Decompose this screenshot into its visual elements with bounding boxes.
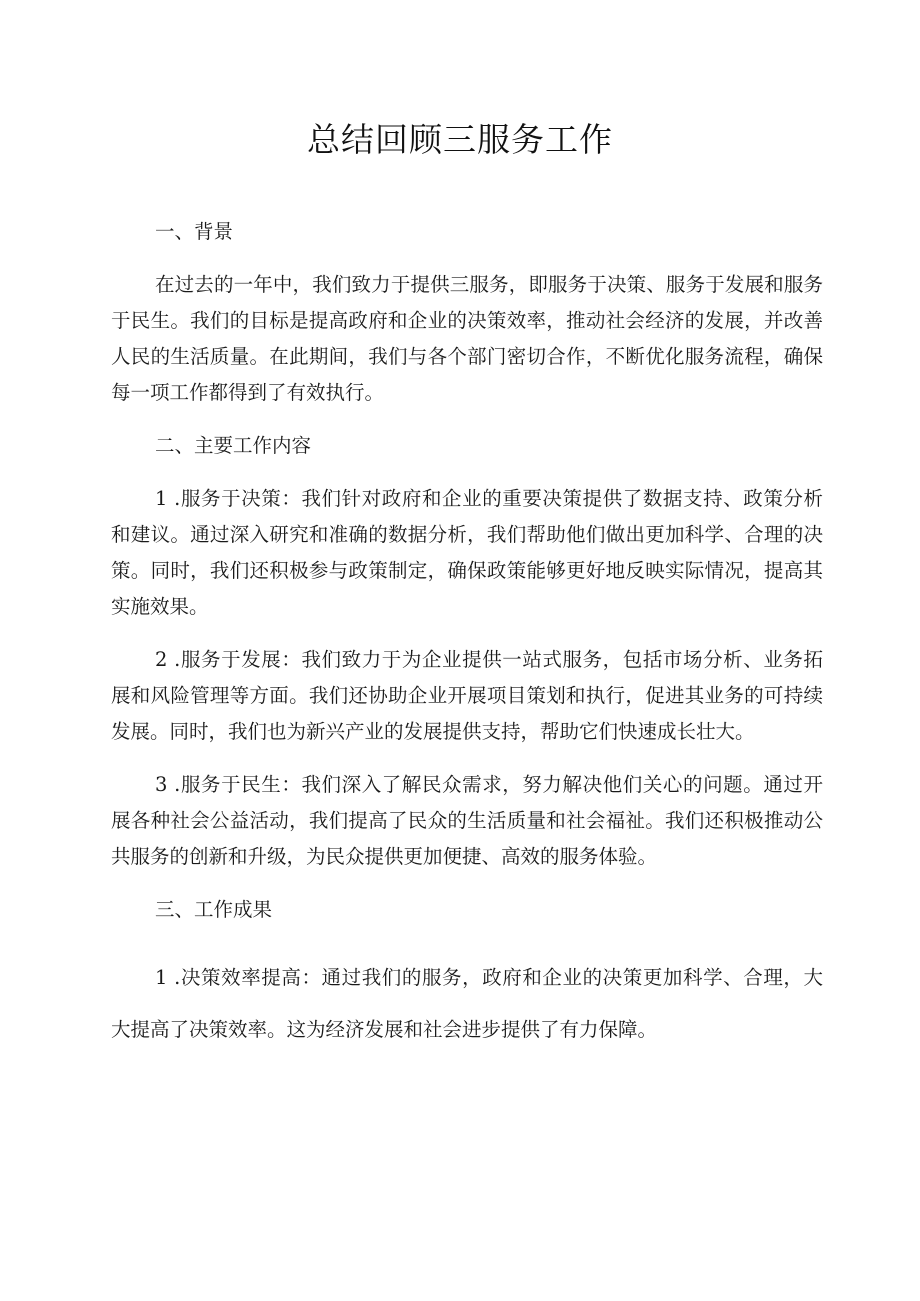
document-body — [111, 214, 823, 1073]
section-heading-main-work: 二、主要工作内容 — [155, 434, 312, 457]
section-spacer — [111, 945, 823, 952]
background-paragraph: 在过去的一年中，我们致力于提供三服务，即服务于决策、服务于发展和服务于民生。我们的目标是提高政府和企业的决策效率，推动社会经济的发展，并改善人民的生活质量。在此期间，我们与各个部门密切合作，不断优化服务流程，确保每一项工作都得到了有效执行。 — [111, 273, 823, 404]
results-item-1: 1 .决策效率提高：通过我们的服务，政府和企业的决策更加科学、合理，大大提高了决策效率。这为经济发展和社会进步提供了有力保障。 — [111, 966, 823, 1041]
section-heading-results: 三、工作成果 — [155, 898, 273, 921]
section-heading-background: 一、背景 — [155, 220, 234, 243]
main-work-item-3: 3 .服务于民生：我们深入了解民众需求，努力解决他们关心的问题。通过开展各种社会公益活动，我们提高了民众的生活质量和社会福祉。我们还积极推动公共服务的创新和升级，为民众提供更加便捷、高效的服务体验。 — [111, 773, 823, 868]
main-work-item-1: 1 .服务于决策：我们针对政府和企业的重要决策提供了数据支持、政策分析和建议。通过深入研究和准确的数据分析，我们帮助他们做出更加科学、合理的决策。同时，我们还积极参与政策制定，确保政策能够更好地反映实际情况，提高其实施效果。 — [111, 487, 823, 618]
main-work-item-2: 2 .服务于发展：我们致力于为企业提供一站式服务，包括市场分析、业务拓展和风险管理等方面。我们还协助企业开展项目策划和执行，促进其业务的可持续发展。同时，我们也为新兴产业的发展提供支持，帮助它们快速成长壮大。 — [111, 648, 823, 743]
document-title: 总结回顾三服务工作 — [307, 120, 613, 159]
